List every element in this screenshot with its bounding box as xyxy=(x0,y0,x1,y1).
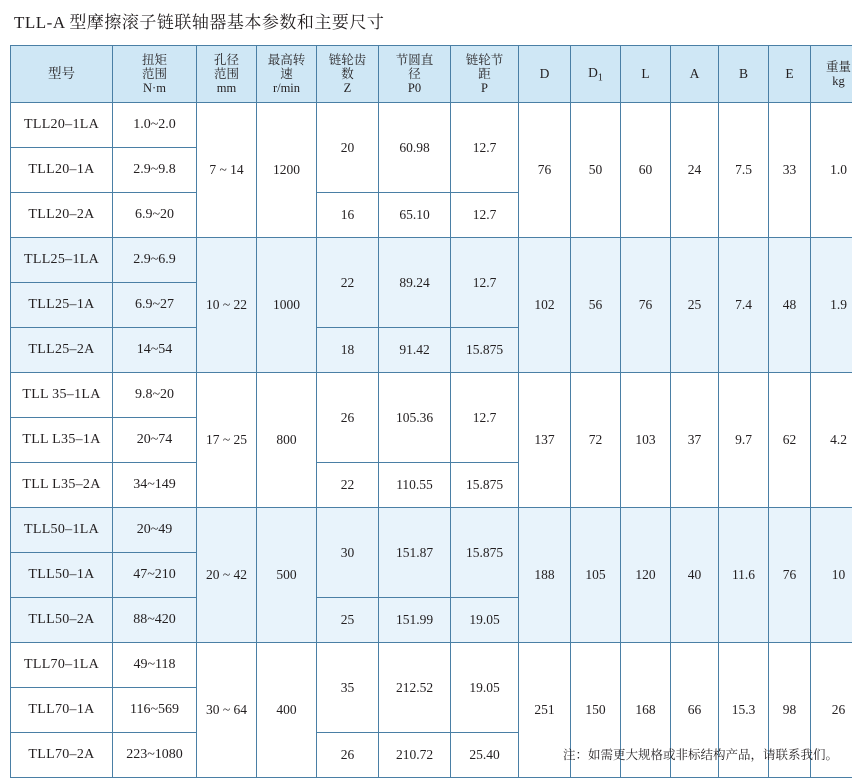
cell-d1: 50 xyxy=(571,103,621,238)
header-torque xyxy=(113,46,197,103)
header-a: A xyxy=(671,46,719,103)
header-bore-line3: mm xyxy=(197,81,256,95)
cell-torque-range: 20~74 xyxy=(113,418,197,463)
cell-torque-range: 1.0~2.0 xyxy=(113,103,197,148)
table-header xyxy=(11,46,852,103)
cell-b: 7.5 xyxy=(719,103,769,238)
header-d: D xyxy=(519,46,571,103)
cell-torque-range: 6.9~27 xyxy=(113,283,197,328)
cell-sprocket-teeth: 25 xyxy=(317,598,379,643)
cell-torque-range: 116~569 xyxy=(113,688,197,733)
cell-bore-range: 30 ~ 64 xyxy=(197,643,257,778)
cell-a: 25 xyxy=(671,238,719,373)
cell-chain-pitch: 15.875 xyxy=(451,463,519,508)
header-torque-line3: N·m xyxy=(113,81,196,95)
cell-max-speed: 800 xyxy=(257,373,317,508)
header-pitch-diameter xyxy=(379,46,451,103)
cell-model: TLL50–1A xyxy=(11,553,113,598)
cell-b: 11.6 xyxy=(719,508,769,643)
cell-sprocket-teeth: 22 xyxy=(317,463,379,508)
cell-d: 76 xyxy=(519,103,571,238)
header-speed-line3: r/min xyxy=(257,81,316,95)
table-row xyxy=(11,643,852,688)
cell-model: TLL20–2A xyxy=(11,193,113,238)
cell-torque-range: 2.9~6.9 xyxy=(113,238,197,283)
spec-table xyxy=(10,45,852,778)
header-teeth-line3: Z xyxy=(317,81,378,95)
cell-a: 66 xyxy=(671,643,719,778)
cell-torque-range: 223~1080 xyxy=(113,733,197,778)
cell-sprocket-teeth: 35 xyxy=(317,643,379,733)
cell-chain-pitch: 12.7 xyxy=(451,193,519,238)
cell-b: 9.7 xyxy=(719,373,769,508)
cell-bore-range: 17 ~ 25 xyxy=(197,373,257,508)
cell-l: 168 xyxy=(621,643,671,778)
header-l: L xyxy=(621,46,671,103)
cell-d: 251 xyxy=(519,643,571,778)
cell-bore-range: 7 ~ 14 xyxy=(197,103,257,238)
cell-model: TLL50–2A xyxy=(11,598,113,643)
table-row xyxy=(11,373,852,418)
cell-weight: 1.9 xyxy=(811,238,852,373)
table-body xyxy=(11,103,852,778)
cell-l: 120 xyxy=(621,508,671,643)
cell-a: 37 xyxy=(671,373,719,508)
header-row xyxy=(11,46,852,103)
cell-model: TLL20–1A xyxy=(11,148,113,193)
header-d1-subscript: 1 xyxy=(598,72,603,83)
cell-pitch-diameter: 212.52 xyxy=(379,643,451,733)
cell-chain-pitch: 25.40 xyxy=(451,733,519,778)
cell-pitch-diameter: 91.42 xyxy=(379,328,451,373)
header-pitch-line3: P xyxy=(451,81,518,95)
table-row xyxy=(11,508,852,553)
header-speed-line2: 速 xyxy=(257,67,316,81)
page-title: TLL-A 型摩擦滚子链联轴器基本参数和主要尺寸 xyxy=(10,0,842,45)
cell-torque-range: 49~118 xyxy=(113,643,197,688)
cell-e: 98 xyxy=(769,643,811,778)
cell-a: 40 xyxy=(671,508,719,643)
cell-pitch-diameter: 151.87 xyxy=(379,508,451,598)
cell-bore-range: 20 ~ 42 xyxy=(197,508,257,643)
cell-e: 48 xyxy=(769,238,811,373)
cell-l: 103 xyxy=(621,373,671,508)
cell-sprocket-teeth: 22 xyxy=(317,238,379,328)
cell-torque-range: 6.9~20 xyxy=(113,193,197,238)
cell-d1: 72 xyxy=(571,373,621,508)
cell-sprocket-teeth: 18 xyxy=(317,328,379,373)
header-bore-line2: 范围 xyxy=(197,67,256,81)
cell-pitch-diameter: 210.72 xyxy=(379,733,451,778)
cell-torque-range: 14~54 xyxy=(113,328,197,373)
cell-model: TLL 35–1LA xyxy=(11,373,113,418)
cell-model: TLL25–1A xyxy=(11,283,113,328)
cell-torque-range: 34~149 xyxy=(113,463,197,508)
cell-model: TLL L35–2A xyxy=(11,463,113,508)
cell-model: TLL20–1LA xyxy=(11,103,113,148)
header-chain-pitch xyxy=(451,46,519,103)
footer-note: 注：如需更大规格或非标结构产品，请联系我们。 xyxy=(563,745,838,763)
header-pitchdia-line3: P0 xyxy=(379,81,450,95)
cell-pitch-diameter: 89.24 xyxy=(379,238,451,328)
header-teeth-line2: 数 xyxy=(317,67,378,81)
cell-chain-pitch: 15.875 xyxy=(451,508,519,598)
cell-b: 15.3 xyxy=(719,643,769,778)
header-pitch-line2: 距 xyxy=(451,67,518,81)
cell-b: 7.4 xyxy=(719,238,769,373)
header-torque-line1: 扭矩 xyxy=(113,53,196,67)
header-speed-line1: 最高转 xyxy=(257,53,316,67)
header-pitchdia-line1: 节圆直 xyxy=(379,53,450,67)
header-bore-line1: 孔径 xyxy=(197,53,256,67)
cell-sprocket-teeth: 30 xyxy=(317,508,379,598)
cell-d1: 105 xyxy=(571,508,621,643)
header-weight xyxy=(811,46,852,103)
cell-weight: 26 xyxy=(811,643,852,778)
cell-pitch-diameter: 60.98 xyxy=(379,103,451,193)
cell-weight: 4.2 xyxy=(811,373,852,508)
cell-chain-pitch: 15.875 xyxy=(451,328,519,373)
cell-pitch-diameter: 151.99 xyxy=(379,598,451,643)
cell-e: 62 xyxy=(769,373,811,508)
cell-sprocket-teeth: 26 xyxy=(317,373,379,463)
cell-pitch-diameter: 110.55 xyxy=(379,463,451,508)
cell-torque-range: 47~210 xyxy=(113,553,197,598)
cell-torque-range: 9.8~20 xyxy=(113,373,197,418)
cell-a: 24 xyxy=(671,103,719,238)
table-row xyxy=(11,238,852,283)
cell-chain-pitch: 19.05 xyxy=(451,598,519,643)
header-teeth xyxy=(317,46,379,103)
cell-bore-range: 10 ~ 22 xyxy=(197,238,257,373)
header-d1 xyxy=(571,46,621,103)
cell-model: TLL25–1LA xyxy=(11,238,113,283)
cell-model: TLL25–2A xyxy=(11,328,113,373)
cell-chain-pitch: 12.7 xyxy=(451,373,519,463)
cell-pitch-diameter: 105.36 xyxy=(379,373,451,463)
cell-model: TLL50–1LA xyxy=(11,508,113,553)
cell-max-speed: 500 xyxy=(257,508,317,643)
cell-chain-pitch: 12.7 xyxy=(451,238,519,328)
cell-weight: 10 xyxy=(811,508,852,643)
header-pitch-line1: 链轮节 xyxy=(451,53,518,67)
cell-model: TLL70–1LA xyxy=(11,643,113,688)
cell-max-speed: 400 xyxy=(257,643,317,778)
cell-torque-range: 20~49 xyxy=(113,508,197,553)
cell-weight: 1.0 xyxy=(811,103,852,238)
cell-model: TLL70–1A xyxy=(11,688,113,733)
cell-torque-range: 2.9~9.8 xyxy=(113,148,197,193)
cell-sprocket-teeth: 26 xyxy=(317,733,379,778)
header-b: B xyxy=(719,46,769,103)
cell-pitch-diameter: 65.10 xyxy=(379,193,451,238)
cell-model: TLL70–2A xyxy=(11,733,113,778)
header-teeth-line1: 链轮齿 xyxy=(317,53,378,67)
cell-d1: 150 xyxy=(571,643,621,778)
cell-d: 188 xyxy=(519,508,571,643)
header-torque-line2: 范围 xyxy=(113,67,196,81)
cell-sprocket-teeth: 16 xyxy=(317,193,379,238)
header-bore xyxy=(197,46,257,103)
header-speed xyxy=(257,46,317,103)
cell-d1: 56 xyxy=(571,238,621,373)
header-pitchdia-line2: 径 xyxy=(379,67,450,81)
cell-max-speed: 1200 xyxy=(257,103,317,238)
cell-chain-pitch: 12.7 xyxy=(451,103,519,193)
cell-torque-range: 88~420 xyxy=(113,598,197,643)
cell-e: 76 xyxy=(769,508,811,643)
cell-max-speed: 1000 xyxy=(257,238,317,373)
header-e: E xyxy=(769,46,811,103)
cell-e: 33 xyxy=(769,103,811,238)
cell-chain-pitch: 19.05 xyxy=(451,643,519,733)
cell-l: 76 xyxy=(621,238,671,373)
header-weight-line2: kg xyxy=(811,74,852,88)
cell-model: TLL L35–1A xyxy=(11,418,113,463)
header-weight-line1: 重量 xyxy=(811,60,852,74)
header-model: 型号 xyxy=(11,46,113,103)
cell-l: 60 xyxy=(621,103,671,238)
cell-d: 137 xyxy=(519,373,571,508)
table-row xyxy=(11,103,852,148)
cell-d: 102 xyxy=(519,238,571,373)
cell-sprocket-teeth: 20 xyxy=(317,103,379,193)
header-d1-base: D xyxy=(588,65,598,80)
